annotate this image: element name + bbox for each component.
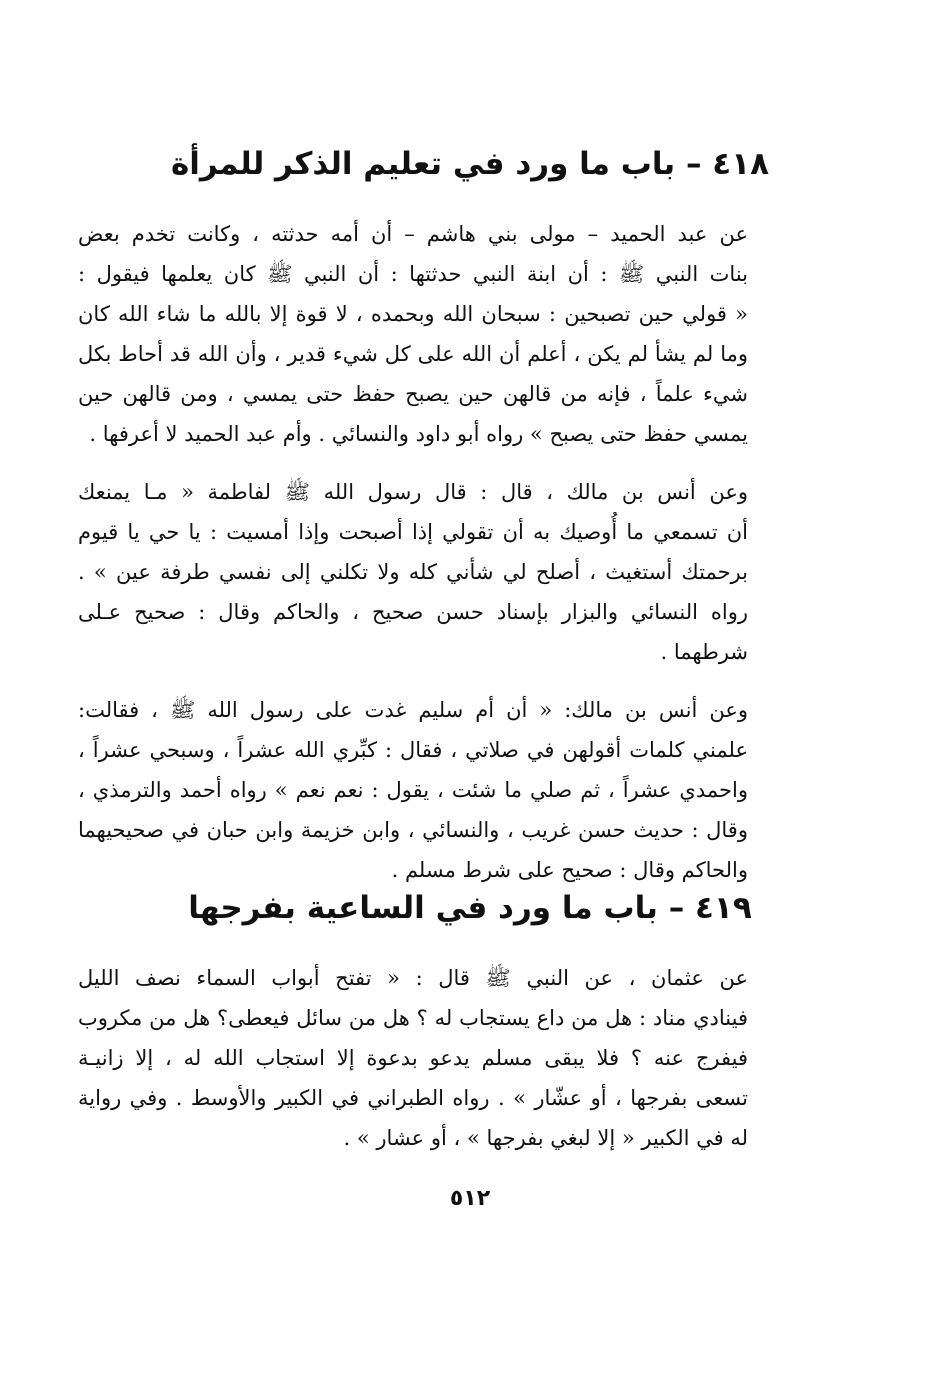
chapter-418-body: [78, 214, 748, 908]
page-number: ٥١٢: [449, 1186, 491, 1211]
chapter-419-paragraph-1: [78, 958, 748, 1158]
text-line: فينادي مناد : هل من داع يستجاب له ؟ هل من سائل فيعطى؟ هل من مكروب: [78, 1006, 748, 1030]
text-line: برحمتك أستغيث ، أصلح لي شأني كله ولا تكلني إلى نفسي طرفة عين » .: [78, 560, 748, 584]
text-line: « قولي حين تصبحين : سبحان الله وبحمده ، لا قوة إلا بالله ما شاء الله كان: [78, 302, 748, 326]
text-line: تسعى بفرجها ، أو عشّار » . رواه الطبراني في الكبير والأوسط . وفي رواية: [78, 1086, 748, 1110]
chapter-418-paragraph-3: [78, 690, 748, 890]
text-line: واحمدي عشراً ، ثم صلي ما شئت ، يقول : نعم نعم » رواه أحمد والترمذي ،: [78, 778, 748, 802]
text-line: علمني كلمات أقولهن في صلاتي ، فقال : كبِّري الله عشراً ، وسبحي عشراً ،: [78, 738, 748, 762]
text-line: عن عبد الحميد – مولى بني هاشم – أن أمه حدثته ، وكانت تخدم بعض: [78, 222, 748, 246]
text-line: بنات النبي ﷺ : أن ابنة النبي حدثتها : أن النبي ﷺ كان يعلمها فيقول :: [78, 262, 748, 286]
text-line: رواه النسائي والبزار بإسناد حسن صحيح ، والحاكم وقال : صحيح عـلى: [78, 600, 748, 624]
text-line: شيء علماً ، فإنه من قالهن حين يصبح حفظ حتى يمسي ، ومن قالهن حين: [78, 382, 748, 406]
chapter-418-paragraph-1: [78, 214, 748, 454]
text-line: وما لم يشأ لم يكن ، أعلم أن الله على كل شيء قدير ، وأن الله قد أحاط بكل: [78, 342, 748, 366]
text-line: وقال : حديث حسن غريب ، والنسائي ، وابن خزيمة وابن حبان في صحيحيهما: [78, 818, 748, 842]
text-line: وعن أنس بن مالك: « أن أم سليم غدت على رسول الله ﷺ ، فقالت:: [78, 698, 748, 722]
chapter-419-heading: ٤١٩ – باب ما ورد في الساعية بفرجها: [188, 890, 752, 926]
text-line: والحاكم وقال : صحيح على شرط مسلم .: [391, 858, 748, 882]
text-line: عن عثمان ، عن النبي ﷺ قال : « تفتح أبواب السماء نصف الليل: [78, 966, 748, 990]
text-line: يمسي حفظ حتى يصبح » رواه أبو داود والنسائي . وأم عبد الحميد لا أعرفها .: [89, 422, 748, 446]
text-line: أن تسمعي ما أُوصيك به أن تقولي إذا أصبحت وإذا أمسيت : يا حي يا قيوم: [78, 520, 748, 544]
chapter-419-body: [78, 958, 748, 1176]
text-line: شرطهما .: [660, 640, 748, 664]
text-line: فيفرج عنه ؟ فلا يبقى مسلم يدعو بدعوة إلا استجاب الله له ، إلا زانيـة: [78, 1046, 748, 1070]
chapter-418-paragraph-2: [78, 472, 748, 672]
chapter-418-heading: ٤١٨ – باب ما ورد في تعليم الذكر للمرأة: [170, 146, 770, 182]
text-line: له في الكبير « إلا لبغي بفرجها » ، أو عشار » .: [343, 1126, 748, 1150]
text-line: وعن أنس بن مالك ، قال : قال رسول الله ﷺ لفاطمة « مـا يمنعك: [78, 480, 748, 504]
